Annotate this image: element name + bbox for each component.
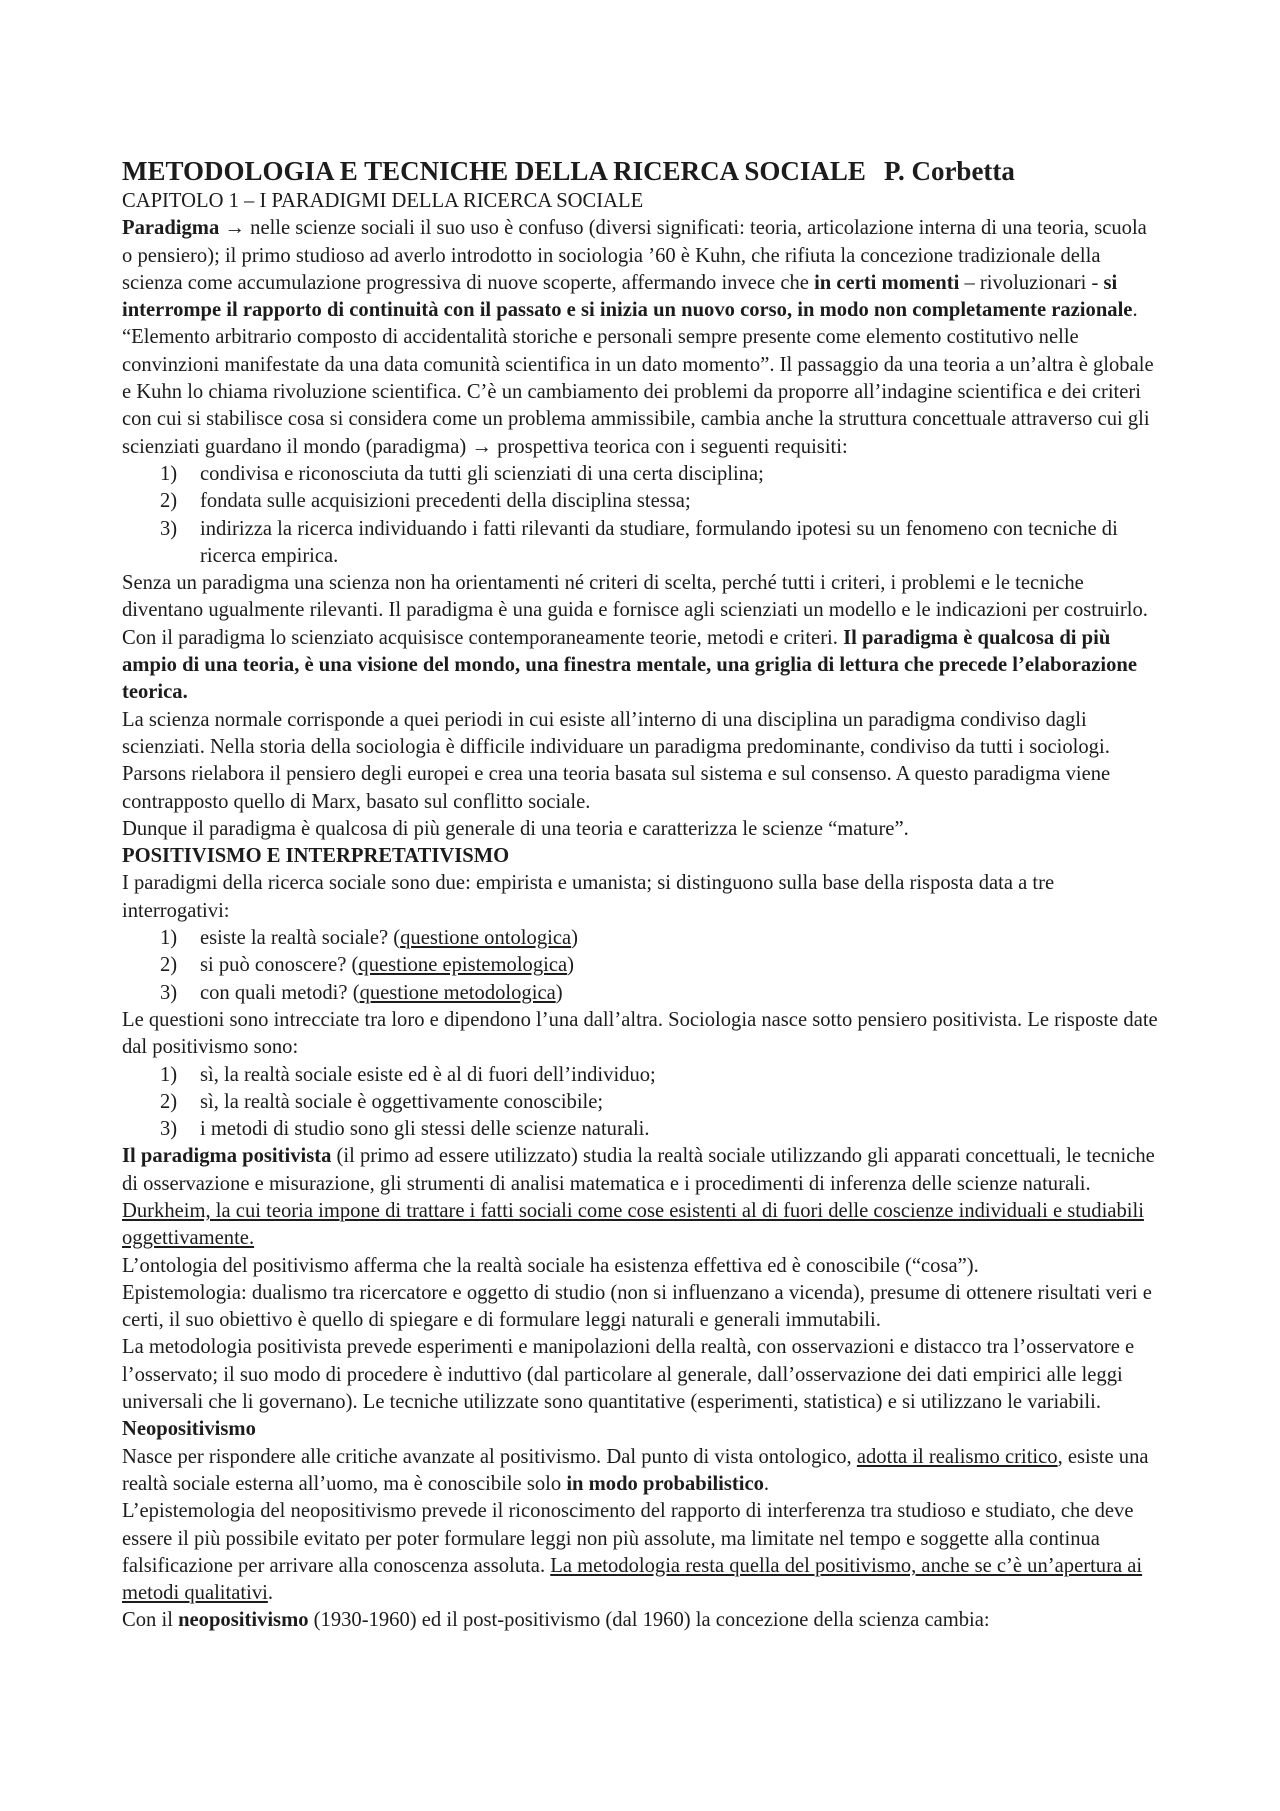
list-item: 2) sì, la realtà sociale è oggettivamente conoscibile; bbox=[160, 1090, 604, 1113]
paragraph-dunque: Dunque il paradigma è qualcosa di più generale di una teoria e caratterizza le scienze “mature”. bbox=[122, 817, 909, 840]
risposte-list bbox=[122, 1062, 1160, 1144]
paragraph-epistemologia-neo: L’epistemologia del neopositivismo prevede il riconoscimento del rapporto di interferenza tra studioso e studiato, che deve essere il più possibile evitato per poter formulare leggi non più assolute, ma limitate nel tempo e soggette alla continua falsificazione per arrivare alla conoscenza assoluta. La metodologia resta quella del positivismo, anche se c’è un’apertura ai metodi qualitativi. bbox=[122, 1500, 1143, 1605]
paragraph-post-positivismo: Con il neopositivismo (1930-1960) ed il post-positivismo (dal 1960) la concezione della scienza cambia: bbox=[122, 1609, 990, 1632]
list-item: 2) fondata sulle acquisizioni precedenti della disciplina stessa; bbox=[160, 490, 691, 513]
chapter-heading: CAPITOLO 1 – I PARADIGMI DELLA RICERCA SOCIALE bbox=[122, 190, 644, 212]
paragraph-neopositivismo: Nasce per rispondere alle critiche avanzate al positivismo. Dal punto di vista ontologico, adotta il realismo critico, esiste una realtà sociale esterna all’uomo, ma è conoscibile solo in modo probabilistico. bbox=[122, 1445, 1149, 1495]
section-heading-neopositivismo: Neopositivismo bbox=[122, 1418, 256, 1441]
list-item: 1) condivisa e riconosciuta da tutti gli scienziati di una certa disciplina; bbox=[160, 462, 764, 485]
author: P. Corbetta bbox=[883, 156, 1015, 186]
paragraph-senza-paradigma: Senza un paradigma una scienza non ha orientamenti né criteri di scelta, perché tutti i criteri, i problemi e le tecniche diventano ugualmente rilevanti. Il paradigma è una guida e fornisce agli scienziati un modello e le indicazioni per costruirlo. Con il paradigma lo scienziato acquisisce contemporaneamente teorie, metodi e criteri. Il paradigma è qualcosa di più ampio di una teoria, è una visione del mondo, una finestra mentale, una griglia di lettura che precede l’elaborazione teorica. bbox=[122, 572, 1148, 704]
paragraph-scienza-normale: La scienza normale corrisponde a quei periodi in cui esiste all’interno di una disciplina un paradigma condiviso dagli scienziati. Nella storia della sociologia è difficile individuare un paradigma predominante, condiviso da tutti i sociologi. Parsons rielabora il pensiero degli europei e crea una teoria basata sul sistema e sul consenso. A questo paradigma viene contrapposto quello di Marx, basato sul conflitto sociale. bbox=[122, 708, 1111, 813]
paragraph-epistemologia: Epistemologia: dualismo tra ricercatore e oggetto di studio (non si influenzano a vicenda), presume di ottenere risultati veri e certi, il suo obiettivo è quello di spiegare e di formulare leggi naturali e generali immutabili. bbox=[122, 1281, 1152, 1332]
paragraph-paradigmi-due: I paradigmi della ricerca sociale sono due: empirista e umanista; si distinguono sulla base della risposta data a tre interrogativi: bbox=[122, 872, 1055, 922]
document-title bbox=[122, 154, 1160, 188]
paragraph-ontologia: L’ontologia del positivismo afferma che la realtà sociale ha esistenza effettiva ed è conoscibile (“cosa”). bbox=[122, 1254, 979, 1277]
requisiti-list bbox=[122, 461, 1160, 570]
section-heading-positivismo: POSITIVISMO E INTERPRETATIVISMO bbox=[122, 845, 510, 868]
paragraph-metodologia: La metodologia positivista prevede esperimenti e manipolazioni della realtà, con osservazioni e distacco tra l’osservatore e l’osservato; il suo modo di procedere è induttivo (dal particolare al generale, dall’osservazione dei dati empirici alle leggi universali che li governano). Le tecniche utilizzate sono quantitative (esperimenti, statistica) e si utilizzano le variabili. bbox=[122, 1336, 1135, 1414]
list-item: 3) con quali metodi? (questione metodologica) bbox=[160, 981, 563, 1004]
list-item: 3) indirizza la ricerca individuando i fatti rilevanti da studiare, formulando ipotesi su un fenomeno con tecniche di ricerca empirica. bbox=[160, 517, 1118, 567]
list-item: 3) i metodi di studio sono gli stessi delle scienze naturali. bbox=[160, 1118, 650, 1141]
interrogativi-list bbox=[122, 925, 1160, 1007]
title-text: METODOLOGIA E TECNICHE DELLA RICERCA SOCIALE bbox=[122, 156, 866, 186]
paragraph-paradigma: Paradigma → nelle scienze sociali il suo uso è confuso (diversi significati: teoria, articolazione interna di una teoria, scuola o pensiero); il primo studioso ad averlo introdotto in sociologia ’60 è Kuhn, che rifiuta la concezione tradizionale della scienza come accumulazione progressiva di nuove scoperte, affermando invece che in certi momenti – rivoluzionari - si interrompe il rapporto di continuità con il passato e si inizia un nuovo corso, in modo non completamente razionale. “Elemento arbitrario composto di accidentalità storiche e personali sempre presente come elemento costitutivo nelle convinzioni manifestate da una data comunità scientifica in un dato momento”. Il passaggio da una teoria a un’altra è globale e Kuhn lo chiama rivoluzione scientifica. C’è un cambiamento dei problemi da proporre all’indagine scientifica e dei criteri con cui si stabilisce cosa si considera come un problema ammissibile, cambia anche la struttura concettuale attraverso cui gli scienziati guardano il mondo (paradigma) → prospettiva teorica con i seguenti requisiti: bbox=[122, 217, 1154, 458]
paragraph-paradigma-positivista: Il paradigma positivista (il primo ad essere utilizzato) studia la realtà sociale utilizzando gli apparati concettuali, le tecniche di osservazione e misurazione, gli strumenti di analisi matematica e i procedimenti di inferenza delle scienze naturali. Durkheim, la cui teoria impone di trattare i fatti sociali come cose esistenti al di fuori delle coscienze individuali e studiabili oggettivamente. bbox=[122, 1145, 1155, 1250]
list-item: 2) si può conoscere? (questione epistemologica) bbox=[160, 954, 575, 977]
paragraph-questioni: Le questioni sono intrecciate tra loro e dipendono l’una dall’altra. Sociologia nasce sotto pensiero positivista. Le risposte date dal positivismo sono: bbox=[122, 1008, 1158, 1059]
term-paradigma: Paradigma bbox=[122, 217, 220, 240]
list-item: 1) esiste la realtà sociale? (questione ontologica) bbox=[160, 927, 578, 950]
list-item: 1) sì, la realtà sociale esiste ed è al di fuori dell’individuo; bbox=[160, 1063, 656, 1086]
